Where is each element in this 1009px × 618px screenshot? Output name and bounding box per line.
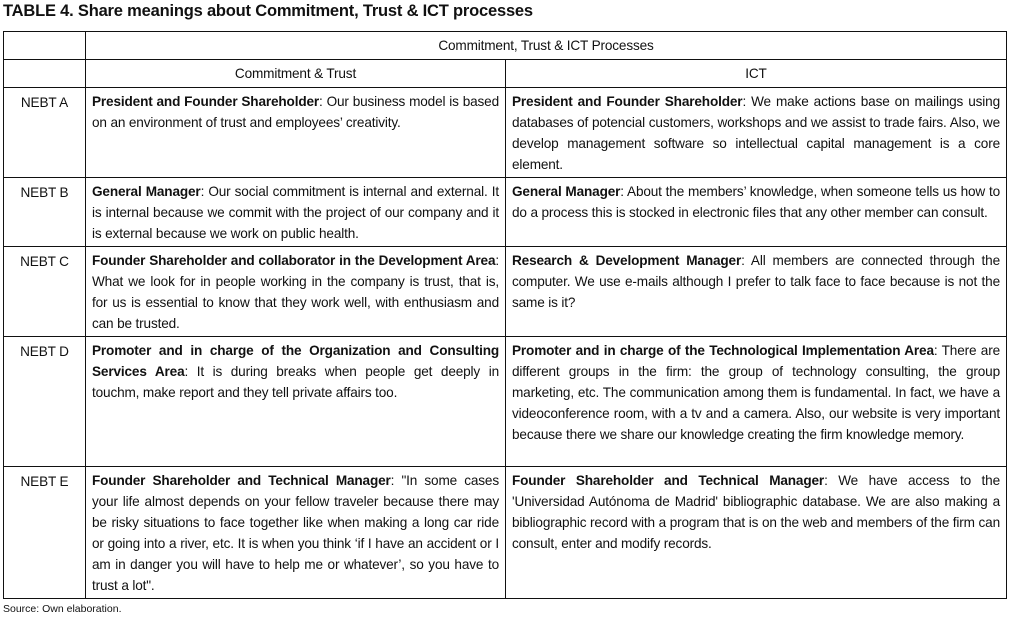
speaker-role: General Manager [512,184,621,199]
speaker-role: Founder Shareholder and Technical Manager [512,473,825,488]
table-row [4,337,1007,467]
empty-corner-cell [4,32,86,60]
quote-text: : All members are connected through the computer. We use e-mails although I prefer to talk face to face because is not the same is it? [512,253,1000,310]
row-label: NEBT E [4,467,86,599]
ict-cell [506,337,1007,467]
quote-text: : "In some cases your life almost depends on your fellow traveler because there may be risky situations to face together like when making a long car ride or going into a river, etc. It is when you think ‘if I have an accident or I am in danger you will have to help me or whatever’, so you have to trust a lot". [92,473,499,593]
table-row [4,88,1007,178]
table-row [4,178,1007,247]
column-header-row [4,60,1007,88]
ict-cell [506,247,1007,337]
speaker-role: General Manager [92,184,201,199]
quote-text: : There are different groups in the firm: the group of technology consulting, the group marketing, etc. The communication among them is fundamental. In fact, we have a videoconference room, with a tv and a camera. Also, our website is very important because there we share our knowledge creating the firm knowledge memory. [512,343,1000,442]
commitment-trust-cell [86,337,506,467]
table-title: TABLE 4. Share meanings about Commitment, Trust & ICT processes [3,2,533,20]
row-label: NEBT C [4,247,86,337]
ict-cell [506,178,1007,247]
quote-text: : We make actions base on mailings using databases of potencial customers, workshops and we assist to trade fairs. Also, we develop management software so intellectual capital management is a core element. [512,94,1000,172]
source-note: Source: Own elaboration. [3,603,122,615]
quote-text: : Our social commitment is internal and external. It is internal because we commit with the project of our company and it is external because we work on public health. [92,184,499,241]
table-row [4,467,1007,599]
commitment-trust-cell [86,88,506,178]
speaker-role: Research & Development Manager [512,253,742,268]
quote-text: : What we look for in people working in the company is trust, that is, for us is essential to know that they work well, with enthusiasm and can be trusted. [92,253,499,331]
commitment-trust-cell [86,178,506,247]
commitment-trust-cell [86,247,506,337]
speaker-role: Promoter and in charge of the Technological Implementation Area [512,343,934,358]
quote-text: : It is during breaks when people get deeply in touchm, make report and they tell private affairs too. [92,364,499,400]
quote-text: : We have access to the 'Universidad Autónoma de Madrid' bibliographic database. We are also making a bibliographic record with a program that is on the web and members of the firm can consult, enter and modify records. [512,473,1000,551]
speaker-role: President and Founder Shareholder [92,94,320,109]
column-header-ict: ICT [506,60,1007,88]
column-header-commitment-trust: Commitment & Trust [86,60,506,88]
speaker-role: Founder Shareholder and Technical Manager [92,473,391,488]
ict-cell [506,467,1007,599]
ict-cell [506,88,1007,178]
speaker-role: Promoter and in charge of the Organization and Consulting Services Area [92,343,499,379]
speaker-role: President and Founder Shareholder [512,94,743,109]
quote-text: : About the members’ knowledge, when someone tells us how to do a process this is stocked in electronic files that any other member can consult. [512,184,1000,220]
quote-text: : Our business model is based on an environment of trust and employees’ creativity. [92,94,499,130]
row-label: NEBT D [4,337,86,467]
meanings-table [3,31,1007,599]
row-label: NEBT B [4,178,86,247]
empty-corner-cell [4,60,86,88]
row-label: NEBT A [4,88,86,178]
group-header: Commitment, Trust & ICT Processes [86,32,1007,60]
table-row [4,247,1007,337]
group-header-row [4,32,1007,60]
commitment-trust-cell [86,467,506,599]
speaker-role: Founder Shareholder and collaborator in the Development Area [92,253,496,268]
